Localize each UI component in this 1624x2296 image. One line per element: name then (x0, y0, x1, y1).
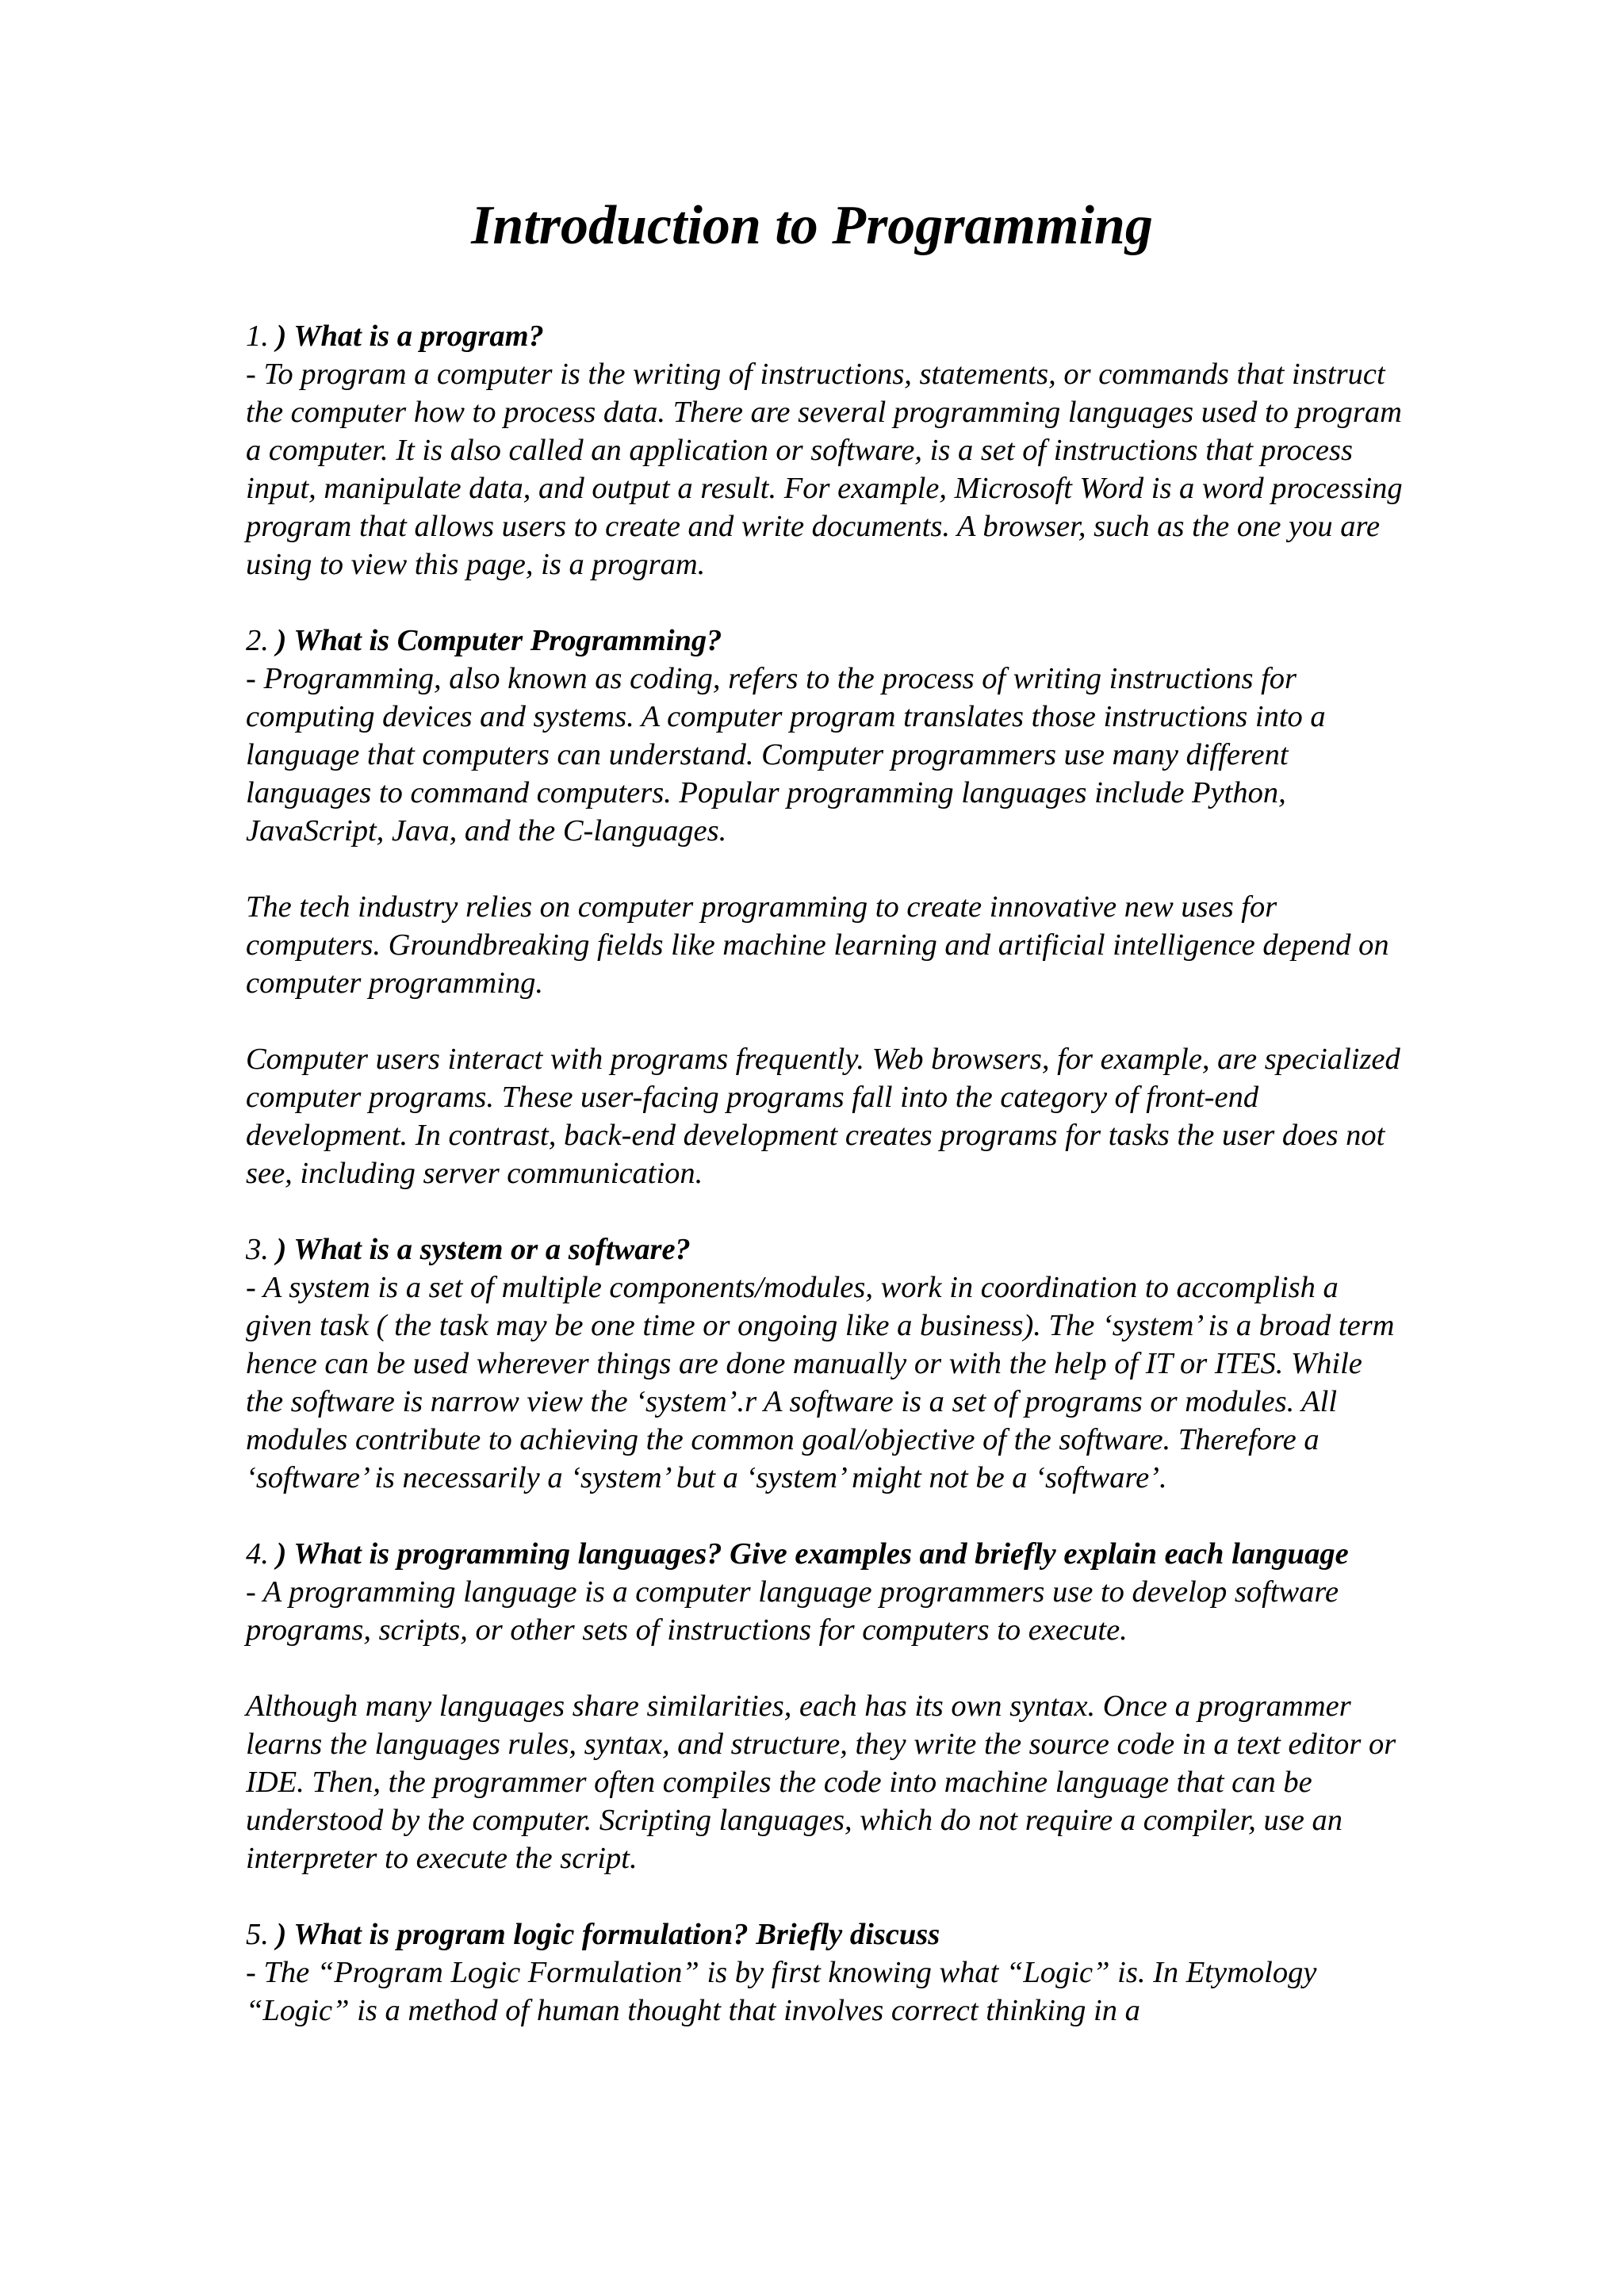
answer-paragraph: - A programming language is a computer language programmers use to develop software programs, scripts, or other sets of instructions for computers to execute. (246, 1575, 1339, 1647)
question-heading (246, 622, 1404, 660)
question-number: 5. (246, 1918, 277, 1951)
section-what-is-a-program (246, 317, 1404, 584)
question-heading (246, 1915, 1404, 1954)
question-heading (246, 1230, 1404, 1269)
answer-paragraph: Although many languages share similarities, each has its own syntax. Once a programmer learns the languages rules, syntax, and structure, they write the source code in a text editor or IDE. Then, the programmer often compiles the code into machine language that can be understood by the computer. Scripting languages, which do not require a compiler, use an interpreter to execute the script. (246, 1689, 1396, 1875)
question-text: ) What is a system or a software? (276, 1233, 691, 1266)
question-number: 2. (246, 624, 277, 657)
section-computer-programming (246, 622, 1404, 1192)
answer-paragraph: - The “Program Logic Formulation” is by first knowing what “Logic” is. In Etymology “Logic” is a method of human thought that involves correct thinking in a (246, 1956, 1317, 2027)
question-number: 4. (246, 1537, 277, 1571)
page-title: Introduction to Programming (471, 195, 1153, 256)
section-programming-languages (246, 1535, 1404, 1877)
answer-paragraph: Computer users interact with programs frequently. Web browsers, for example, are specialized computer programs. These user-facing programs fall into the category of front-end development. In contrast, back-end development creates programs for tasks the user does not see, including server communication. (246, 1043, 1400, 1190)
section-program-logic-formulation (246, 1915, 1404, 2030)
question-number: 1. (246, 320, 277, 353)
question-number: 3. (246, 1233, 277, 1266)
answer-paragraph: - Programming, also known as coding, refers to the process of writing instructions for computing devices and systems. A computer program translates those instructions into a language that computers can understand. Computer programmers use many different languages to command computers. Popular programming languages include Python, JavaScript, Java, and the C-languages. (246, 662, 1326, 848)
answer-paragraph: The tech industry relies on computer programming to create innovative new uses for computers. Groundbreaking fields like machine learning and artificial intelligence depend on computer programming. (246, 890, 1389, 1000)
question-text: ) What is programming languages? Give examples and briefly explain each language (276, 1537, 1349, 1571)
question-text: ) What is Computer Programming? (276, 624, 722, 657)
document-body (246, 317, 1404, 2068)
answer-paragraph: - To program a computer is the writing of instructions, statements, or commands that instruct the computer how to process data. There are several programming languages used to program a computer. It is also called an application or software, is a set of instructions that process input, manipulate data, and output a result. For example, Microsoft Word is a word processing program that allows users to create and write documents. A browser, such as the one you are using to view this page, is a program. (246, 358, 1403, 581)
question-heading (246, 1535, 1404, 1573)
question-heading (246, 317, 1404, 355)
section-system-or-software (246, 1230, 1404, 1497)
answer-paragraph: - A system is a set of multiple components/modules, work in coordination to accomplish a given task ( the task may be one time or ongoing like a business). The ‘system’ is a broad term hence can be used wherever things are done manually or with the help of IT or ITES. While the software is narrow view the ‘system’.r A software is a set of programs or modules. All modules contribute to achieving the common goal/objective of the software. Therefore a ‘software’ is necessarily a ‘system’ but a ‘system’ might not be a ‘software’. (246, 1271, 1395, 1494)
question-text: ) What is a program? (276, 320, 544, 353)
question-text: ) What is program logic formulation? Briefly discuss (276, 1918, 940, 1951)
